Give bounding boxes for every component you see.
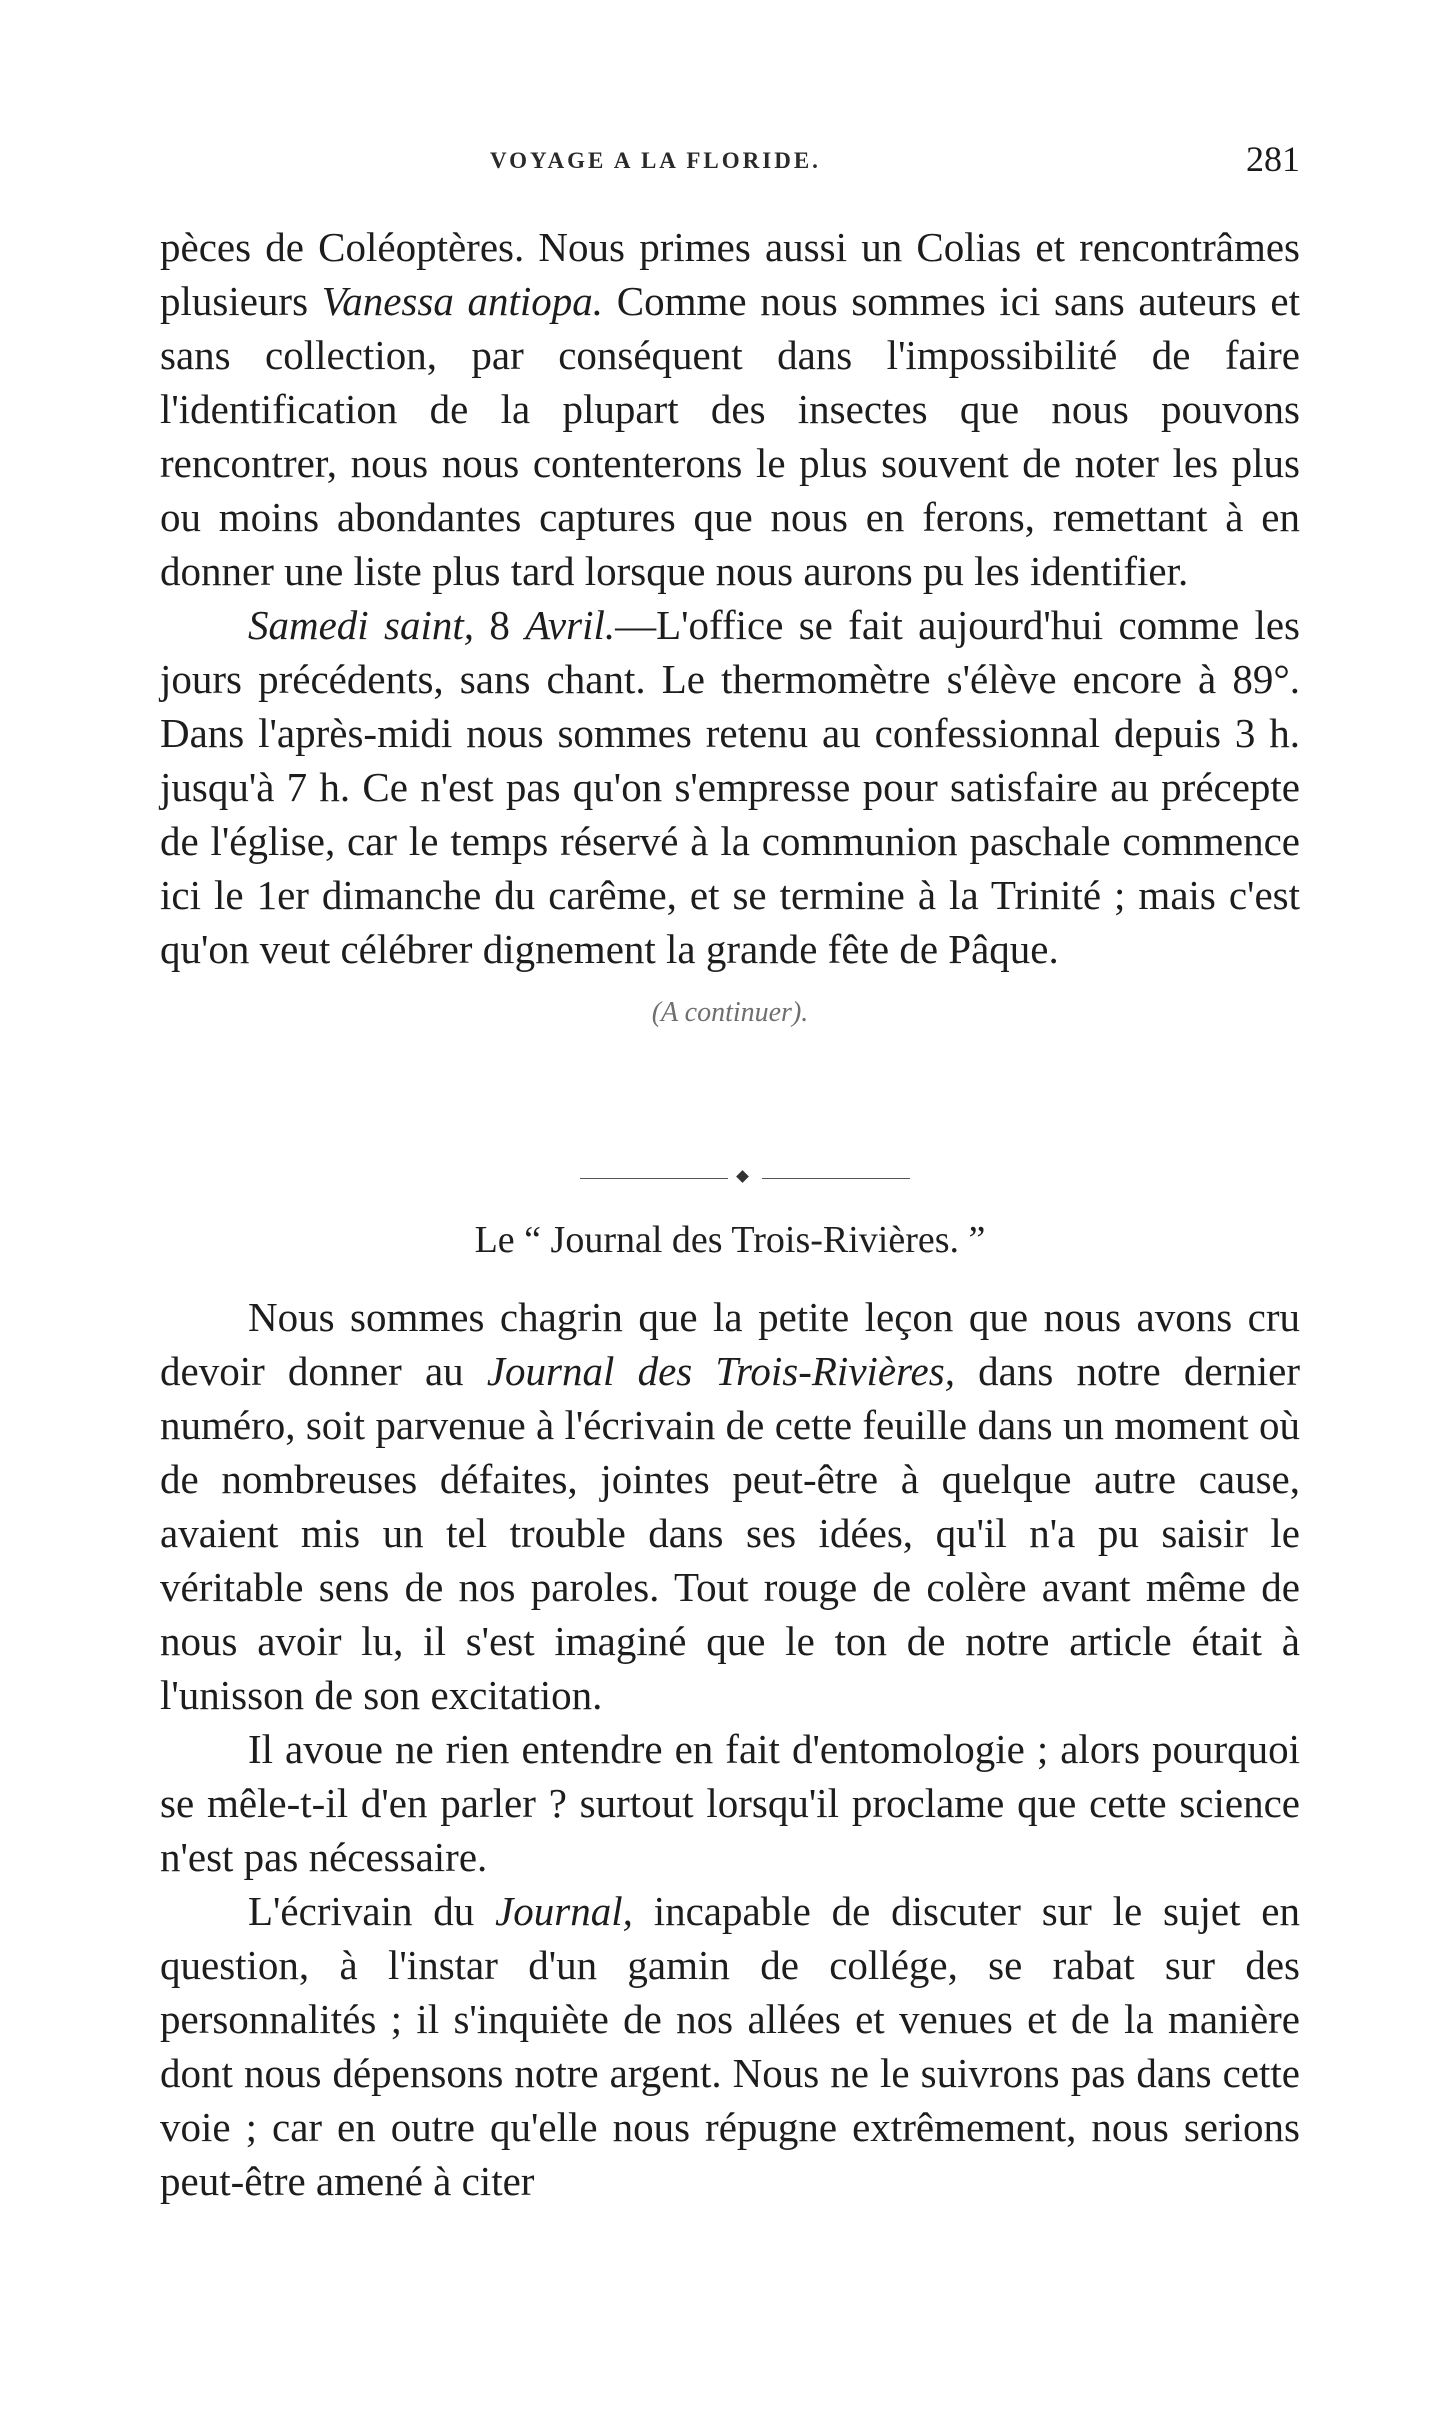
paragraph-entomologie: Il avoue ne rien entendre en fait d'entomologie ; alors pourquoi se mêle-t-il d'en parler ? surtout lorsqu'il proclame que cette science n'est pas nécessaire. (160, 1726, 1300, 1880)
paragraph-text: —L'office se fait aujourd'hui comme les jours précédents, sans chant. Le thermomètre s'élève encore à 89°. Dans l'après-midi nous sommes retenu au confessionnal depuis 3 h. jusqu'à 7 h. Ce n'est pas qu'on s'empresse pour satisfaire au précepte de l'église, car le temps réservé à la communion paschale commence ici le 1er dimanche du carême, et se termine à la Trinité ; mais c'est qu'on veut célébrer dignement la grande fête de Pâque. (160, 602, 1300, 972)
section-divider-ornament (580, 1172, 910, 1186)
paragraph-samedi-saint (160, 598, 1300, 976)
month-label: Avril. (525, 602, 616, 648)
paragraph-chagrin (160, 1290, 1300, 1722)
journal-name: Journal, (495, 1888, 633, 1934)
paragraph-text: incapable de discuter sur le sujet en question, à l'instar d'un gamin de collége, se rabat sur des personnalités ; il s'inquiète de nos allées et venues et de la manière dont nous dépensons notre argent. Nous ne le suivrons pas dans cette voie ; car en outre qu'elle nous répugne extrêmement, nous serions peut-être amené à citer (160, 1888, 1300, 2204)
divider-line-left (580, 1178, 728, 1179)
paragraph-text: 8 (474, 602, 526, 648)
diamond-ornament-icon (736, 1170, 749, 1183)
day-label: Samedi saint, (248, 602, 474, 648)
journal-name: Journal des Trois-Rivières, (486, 1348, 955, 1394)
divider-line-right (762, 1178, 910, 1179)
species-name: Vanessa antiopa. (321, 278, 604, 324)
running-title: VOYAGE A LA FLORIDE. (490, 148, 821, 173)
paragraph-ecrivain (160, 1884, 1300, 2208)
paragraph-text: L'écrivain du (248, 1888, 496, 1934)
entry-continuation (160, 220, 1300, 1040)
page-number: 281 (1246, 139, 1300, 179)
section-title: Le “ Journal des Trois-Rivières. ” (474, 1219, 986, 1261)
to-be-continued-note: (A continuer). (651, 997, 809, 1028)
paragraph-text: Comme nous sommes ici sans auteurs et sans collection, par conséquent dans l'impossibilité de faire l'identification de la plupart des insectes que nous pouvons rencontrer, nous nous contenterons le plus souvent de noter les plus ou moins abondantes captures que nous en ferons, remettant à en donner une liste plus tard lorsque nous aurons pu les identifier. (160, 278, 1300, 594)
paragraph-coleopteres (160, 220, 1300, 598)
paragraph-text: pèces de Coléoptères. Nous primes aussi un Colias et rencontrâmes plusieurs (160, 224, 1300, 324)
paragraph-text: dans notre dernier numéro, soit parvenue à l'écrivain de cette feuille dans un moment où de nombreuses défaites, jointes peut-être à quelque autre cause, avaient mis un tel trouble dans ses idées, qu'il n'a pu saisir le véritable sens de nos paroles. Tout rouge de colère avant même de nous avoir lu, il s'est imaginé que le ton de notre article était à l'unisson de son excitation. (160, 1348, 1300, 1718)
paragraph-text: Nous sommes chagrin que la petite leçon que nous avons cru devoir donner au (160, 1294, 1300, 1394)
page-header (160, 138, 1300, 188)
journal-article (160, 1290, 1300, 2208)
